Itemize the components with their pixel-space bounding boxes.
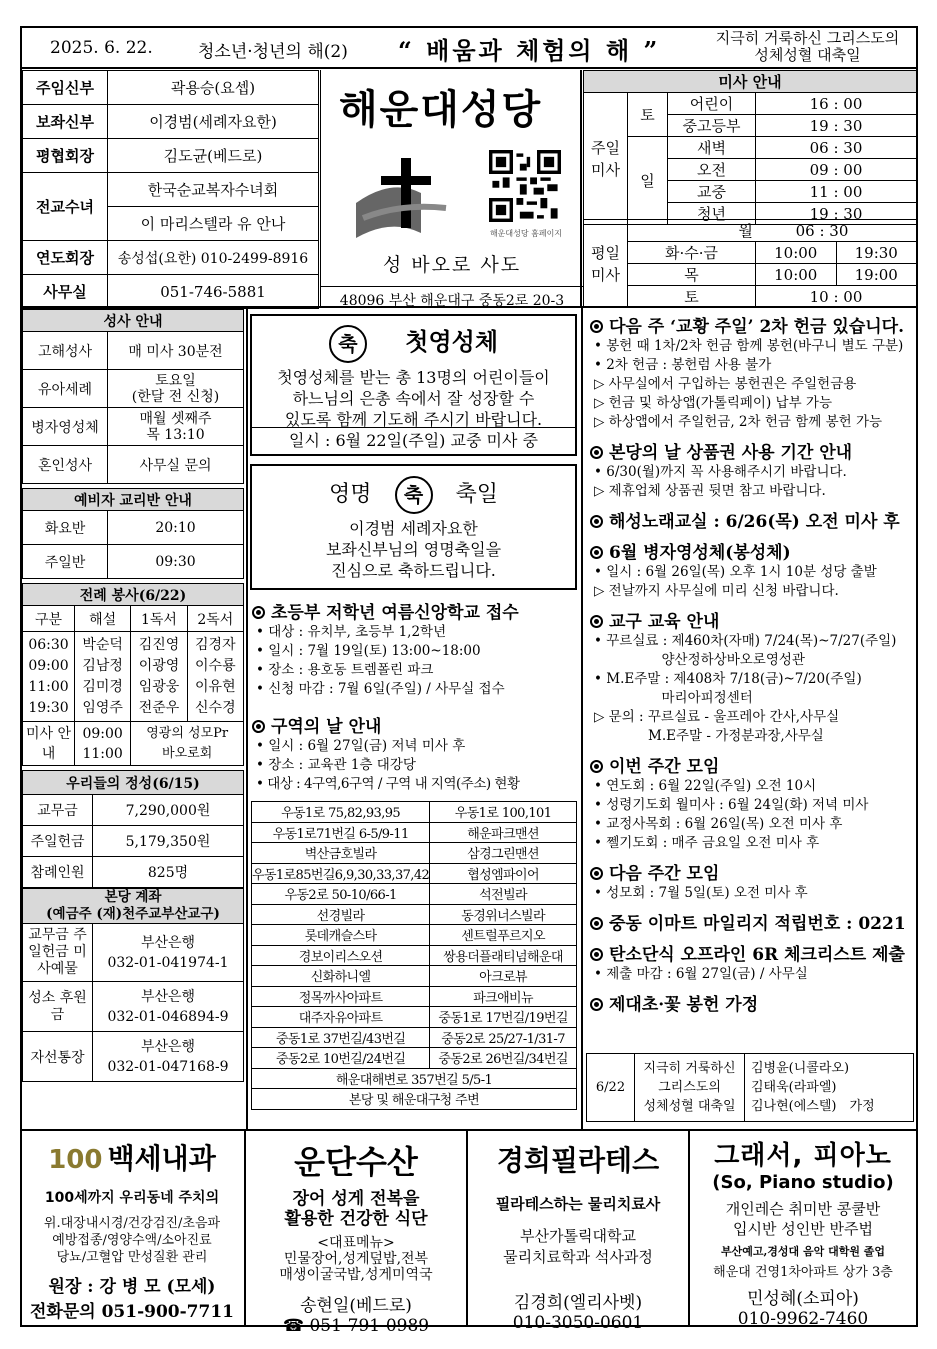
sacrament-value: 토요일 — [155, 372, 196, 389]
summer-school-notice — [252, 598, 580, 699]
bulletin-date: 2025. 6. 22. — [50, 38, 153, 58]
notice-item — [590, 859, 916, 903]
flower-feast: 성체성혈 대축일 — [643, 1099, 736, 1114]
region-table — [251, 801, 577, 1110]
weekday-day: 월 — [738, 222, 753, 240]
ad-line: 부산예고,경성대 음악 대학원 졸업 — [720, 1245, 886, 1258]
notice-title: 해성노래교실 : 6/26(목) 오전 미사 후 — [609, 512, 900, 532]
mass-name: 중고등부 — [668, 115, 756, 137]
notice-title: 중동 이마트 마일리지 적립번호 : 0221 — [609, 914, 906, 934]
ad-phone: ☎ 051-791-0989 — [282, 1316, 430, 1336]
account-table — [22, 888, 244, 1082]
bullet-pin-icon — [590, 320, 603, 333]
notice-line: • M.E주말 : 제408차 7/18(금)~7/20(주일) — [594, 671, 862, 687]
notice-list — [590, 312, 916, 1015]
ad-restaurant — [246, 1131, 468, 1336]
ad-line: 위.대장내시경/건강검진/초음파 — [43, 1216, 221, 1231]
staff-value: 051-746-5881 — [108, 275, 319, 309]
weekday-day: 목 — [628, 264, 756, 286]
liturgy-mass-label: 미사 안내 — [23, 722, 75, 766]
region-cell: 중동1로 37번길/43번길 — [252, 1027, 430, 1048]
church-name: 해운대성당 — [339, 87, 543, 133]
sunday-mass-label: 주일 미사 — [584, 93, 628, 225]
staff-label: 평협회장 — [23, 139, 108, 173]
weekday-mass-label: 평일 미사 — [584, 220, 628, 308]
bullet-pin-icon — [590, 867, 603, 880]
ad-line: 부산가톨릭대학교 — [520, 1227, 636, 1245]
notice-title: 6월 병자영성체(봉성체) — [609, 543, 791, 563]
notice-line: ▷ 사무실에서 구입하는 봉헌권은 주일헌금용 — [594, 376, 857, 392]
offering-label: 교무금 — [23, 795, 93, 826]
liturgy-title: 전례 봉사(6/22) — [23, 584, 244, 606]
notice-line: ▷ 헌금 및 하상앱(가톨릭페이) 납부 가능 — [594, 395, 832, 411]
ad-slogan: 활용한 건강한 식단 — [284, 1209, 428, 1229]
liturgy-name: 김경자 — [195, 636, 236, 653]
notice-heading — [590, 940, 916, 965]
notice-item — [590, 507, 916, 532]
notice-line: • 장소 : 교육관 1층 대강당 — [256, 757, 416, 773]
notice-heading — [590, 859, 916, 884]
region-cell: 우동1로 75,82,93,95 — [252, 802, 430, 823]
ad-subtitle: (So, Piano studio) — [712, 1172, 894, 1193]
bullet-pin-icon — [590, 446, 603, 459]
region-cell: 아크로뷰 — [430, 966, 577, 987]
sacrament-label: 유아세례 — [23, 370, 108, 408]
church-patron: 성 바오로 사도 — [382, 254, 522, 276]
sacrament-table — [22, 309, 244, 484]
sunday-label: 일 — [628, 137, 668, 225]
mass-schedule-table — [583, 70, 917, 225]
staff-value: 한국순교복자수녀회 — [108, 173, 319, 207]
notice-line: • 일시 : 6월 27일(금) 저녁 미사 후 — [256, 738, 466, 754]
church-address: 48096 부산 해운대구 중동2로 20-3 — [321, 286, 583, 310]
header-bar — [20, 26, 918, 69]
account-label: 자선통장 — [23, 1032, 93, 1082]
mass-name: 청년 — [668, 203, 756, 225]
notice-title: 이번 주간 모임 — [609, 757, 720, 777]
flower-family: 김나현(에스텔) — [751, 1099, 837, 1114]
staff-value: 곽용승(요셉) — [108, 71, 319, 105]
divider — [20, 306, 918, 308]
notice-heading — [590, 990, 916, 1015]
celebration-emblem-icon: 축 — [329, 325, 367, 363]
sacrament-label: 고해성사 — [23, 332, 108, 370]
liturgy-header: 1독서 — [131, 606, 187, 632]
staff-value: 이경범(세례자요한) — [108, 105, 319, 139]
notice-line: • 대상 : 유치부, 초등부 1,2학년 — [256, 624, 447, 640]
notice-line: • 제출 마감 : 6월 27일(금) / 사무실 — [594, 966, 808, 982]
notice-heading — [590, 909, 916, 934]
mass-time: 19 : 30 — [756, 203, 917, 225]
mass-name: 교중 — [668, 181, 756, 203]
sacrament-label: 혼인성사 — [23, 446, 108, 484]
liturgy-name: 전준우 — [138, 699, 180, 716]
region-cell: 중동2로 10번길/24번길 — [252, 1048, 430, 1069]
liturgy-time: 06:30 — [28, 636, 69, 653]
church-logo-icon — [351, 148, 451, 238]
notice-line: • 일시 : 7월 19일(토) 13:00~18:00 — [256, 643, 481, 659]
liturgy-name: 이광영 — [138, 657, 180, 674]
qr-caption: 해운대성당 홈페이지 — [489, 229, 563, 238]
region-cell: 중동2로 25/27-1/31-7 — [430, 1027, 577, 1048]
ad-menu-title: <대표메뉴> — [317, 1235, 395, 1251]
ad-phone: 010-9962-7460 — [737, 1309, 869, 1329]
mass-name: 어린이 — [668, 93, 756, 115]
account-bank: 부산은행 — [140, 988, 196, 1005]
first-communion-date: 일시 : 6월 22일(주일) 교중 미사 중 — [252, 427, 575, 454]
ad-phone: 010-3050-0601 — [512, 1313, 644, 1333]
region-cell: 대주자유아파트 — [252, 1007, 430, 1028]
notice-line: 마리아피정센터 — [594, 690, 753, 706]
region-cell: 중동2로 26번길/34번길 — [430, 1048, 577, 1069]
notice-line: • 6/30(월)까지 꼭 사용해주시기 바랍니다. — [594, 464, 847, 480]
notice-title: 교구 교육 안내 — [609, 612, 720, 632]
offering-title: 우리들의 정성(6/15) — [23, 771, 244, 795]
notice-item — [590, 752, 916, 853]
liturgy-header: 해설 — [75, 606, 131, 632]
region-cell: 우동1로85번길6,9,30,33,37,42 — [252, 863, 430, 884]
feast-line-2: 성체성혈 대축일 — [754, 46, 861, 64]
notice-title: 구역의 날 안내 — [271, 717, 382, 737]
account-number: 032-01-047168-9 — [107, 1058, 229, 1075]
bullet-pin-icon — [590, 760, 603, 773]
catechism-title: 예비자 교리반 안내 — [23, 489, 244, 511]
liturgy-time: 09:00 — [28, 657, 69, 674]
region-cell: 센트럴푸르지오 — [430, 925, 577, 946]
region-cell: 선경빌라 — [252, 904, 430, 925]
ad-phone: 전화문의 051-900-7711 — [29, 1302, 234, 1322]
notice-line: • 봉헌 때 1차/2차 헌금 함께 봉헌(바구니 별도 구분) — [594, 338, 904, 354]
ad-owner: 원장 : 강 병 모 (모세) — [48, 1277, 216, 1297]
offering-value: 825명 — [93, 857, 244, 888]
notice-line: • 성모회 : 7월 5일(토) 오전 미사 후 — [594, 885, 808, 901]
ad-line: 예방접종/영양수액/소아진료 — [52, 1233, 212, 1248]
weekday-time: 19:00 — [836, 264, 917, 286]
qr-code-icon — [489, 150, 561, 222]
ad-menu: 매생이굴국밥,성게미역국 — [279, 1267, 433, 1283]
ad-title: 운단수산 — [294, 1143, 418, 1181]
first-communion-line: 첫영성체를 받는 총 13명의 어린이들이 — [277, 367, 550, 387]
notice-line: • 2차 헌금 : 봉헌럼 사용 불가 — [594, 357, 772, 373]
year-motto: “ 배움과 체험의 해 ” — [398, 36, 661, 65]
notice-title: 다음 주간 모임 — [609, 864, 720, 884]
region-cell: 해운대해변로 357번길 5/5-1 — [252, 1068, 577, 1089]
account-bank: 부산은행 — [140, 934, 196, 951]
liturgy-mass-time: 11:00 — [82, 745, 123, 762]
staff-value: 송성섭(요한) 010-2499-8916 — [108, 241, 319, 275]
mass-title: 미사 안내 — [584, 71, 917, 93]
left-column — [22, 309, 244, 1082]
notice-item — [590, 607, 916, 746]
account-number: 032-01-041974-1 — [107, 954, 229, 971]
account-bank: 부산은행 — [140, 1038, 196, 1055]
mass-name: 오전 — [668, 159, 756, 181]
offering-value: 7,290,000원 — [93, 795, 244, 826]
region-cell: 파크애비뉴 — [430, 986, 577, 1007]
ad-piano — [690, 1131, 916, 1327]
bullet-pin-icon — [590, 546, 603, 559]
notice-item — [590, 909, 916, 934]
ad-menu: 민물장어,성게덮밥,전복 — [283, 1251, 429, 1267]
weekday-time: 10:00 — [756, 242, 837, 264]
notice-line: M.E주말 - 가정분과장,사무실 — [594, 728, 824, 744]
offering-label: 참례인원 — [23, 857, 93, 888]
ad-owner: 민성혜(소피아) — [747, 1289, 859, 1309]
first-communion-title: 첫영성체 — [405, 327, 499, 356]
ad-line: 개인레슨 취미반 콩쿨반 — [725, 1200, 881, 1218]
year-theme: 청소년·청년의 해(2) — [198, 42, 348, 62]
ad-pilates — [468, 1131, 690, 1333]
notice-item — [590, 312, 916, 432]
ad-line: 물리치료학과 석사과정 — [503, 1248, 653, 1266]
notice-line: • 성령기도회 월미사 : 6월 24일(화) 저녁 미사 — [594, 797, 869, 813]
bullet-pin-icon — [590, 998, 603, 1011]
sacrament-value-note: (한달 전 신청) — [131, 388, 220, 405]
ad-line: 입시반 성인반 반주법 — [733, 1220, 873, 1238]
liturgy-name: 김진영 — [138, 636, 180, 653]
mass-time: 06 : 30 — [756, 137, 917, 159]
first-communion-line: 하느님의 은총 속에서 잘 성장할 수 — [292, 388, 535, 408]
region-cell: 석전빌라 — [430, 884, 577, 905]
nameday-line: 보좌신부님의 영명축일을 — [325, 540, 502, 559]
ad-slogan: 100세까지 우리동네 주치의 — [44, 1190, 220, 1206]
nameday-box — [250, 464, 577, 590]
catechism-table — [22, 488, 244, 579]
region-cell: 경보이리스오션 — [252, 945, 430, 966]
offering-table — [22, 770, 244, 888]
region-cell: 쌍용더플래티넘해운대 — [430, 945, 577, 966]
sacrament-value: 매 미사 30분전 — [108, 332, 244, 370]
notice-line: ▷ 문의 : 꾸르실료 - 울프레아 간사,사무실 — [594, 709, 840, 725]
region-cell: 롯데캐슬스타 — [252, 925, 430, 946]
district-day-notice — [252, 712, 580, 794]
bullet-pin-icon — [590, 917, 603, 930]
notice-line: ▷ 전날까지 사무실에 미리 신청 바랍니다. — [594, 583, 839, 599]
region-cell: 본당 및 해운대구청 주변 — [252, 1089, 577, 1110]
notice-heading — [590, 507, 916, 532]
feast-line-1: 지극히 거룩하신 그리스도의 — [715, 29, 900, 47]
notice-title: 제대초·꽃 봉헌 가정 — [609, 995, 759, 1015]
weekday-row — [628, 220, 917, 242]
weekday-time: 10:00 — [756, 264, 837, 286]
mass-time: 11 : 00 — [756, 181, 917, 203]
sacrament-value: 매월 셋째주 — [139, 410, 212, 427]
liturgy-name: 이수룡 — [195, 657, 236, 674]
account-number: 032-01-046894-9 — [107, 1008, 229, 1025]
catechism-label: 주일반 — [23, 545, 108, 579]
region-cell: 동경위너스빌라 — [430, 904, 577, 925]
weekday-time: 19:30 — [836, 242, 917, 264]
divider — [581, 306, 583, 1129]
ad-clinic — [20, 1131, 246, 1327]
notice-title: 탄소단식 오프라인 6R 체크리스트 제출 — [609, 945, 905, 965]
catechism-value: 20:10 — [108, 511, 244, 545]
notice-line: ▷ 하상앱에서 주일헌금, 2차 헌금 함께 봉헌 가능 — [594, 414, 883, 430]
weekday-day: 화·수·금 — [628, 242, 756, 264]
region-cell: 신화하니엘 — [252, 966, 430, 987]
liturgy-name: 이유현 — [195, 678, 236, 695]
region-cell: 우동2로 50-10/66-1 — [252, 884, 430, 905]
account-label: 교무금 주일헌금 미사예물 — [23, 924, 93, 982]
staff-value: 김도균(베드로) — [108, 139, 319, 173]
flower-suffix: 가정 — [849, 1099, 875, 1114]
staff-label: 전교수녀 — [23, 173, 108, 241]
notice-line: • 대상 : 4구역,6구역 / 구역 내 지역(주소) 현황 — [256, 776, 520, 792]
notice-line: • 장소 : 용호동 트렘폴린 파크 — [256, 662, 434, 678]
divider — [246, 306, 248, 1129]
bullet-pin-icon — [252, 606, 265, 619]
flower-family: 김태욱(라파엘) — [751, 1080, 837, 1095]
first-communion-line: 있도록 함께 기도해 주시기 바랍니다. — [284, 409, 543, 429]
liturgy-name: 김미경 — [82, 678, 123, 695]
first-communion-box — [250, 314, 577, 456]
notice-line: • 꾸르실료 : 제460차(자매) 7/24(목)~7/27(주일) — [594, 633, 897, 649]
mass-time: 19 : 30 — [756, 115, 917, 137]
notice-item — [590, 438, 916, 501]
notice-item — [590, 940, 916, 984]
notice-line: • 연도회 : 6월 22일(주일) 오전 10시 — [594, 778, 817, 794]
notice-line: • 신청 마감 : 7월 6일(주일) / 사무실 접수 — [256, 681, 505, 697]
ad-slogan: 필라테스하는 물리치료사 — [495, 1195, 661, 1213]
catechism-label: 화요반 — [23, 511, 108, 545]
catechism-value: 09:30 — [108, 545, 244, 579]
nameday-title-right: 축일 — [455, 482, 499, 507]
region-cell: 협성엠파이어 — [430, 863, 577, 884]
saturday-label: 토 — [628, 93, 668, 137]
sacrament-value: 사무실 문의 — [108, 446, 244, 484]
weekday-day: 토 — [628, 286, 756, 308]
weekday-time: 06 : 30 — [795, 222, 849, 240]
liturgy-name: 박순덕 — [82, 636, 123, 653]
staff-label: 주임신부 — [23, 71, 108, 105]
staff-value: 이 마리스텔라 유 안나 — [108, 207, 319, 241]
clinic-logo-icon: 100 — [48, 1145, 103, 1175]
ad-title: 경희필라테스 — [496, 1144, 660, 1177]
notice-item — [590, 990, 916, 1015]
advertisement-strip — [20, 1129, 918, 1336]
region-cell: 우동1로 100,101 — [430, 802, 577, 823]
sacrament-value-note: 목 13:10 — [146, 426, 205, 443]
notice-heading — [590, 538, 916, 563]
offering-value: 5,179,350원 — [93, 826, 244, 857]
notice-line: • 쩰기도회 : 매주 금요일 오전 미사 후 — [594, 835, 820, 851]
liturgy-mass-group: 바오로회 — [162, 745, 213, 761]
nameday-line: 이경범 세례자요한 — [349, 519, 478, 538]
ad-owner: 김경희(엘리사벳) — [513, 1293, 643, 1313]
ad-title: 그래서, 피아노 — [714, 1141, 892, 1171]
liturgy-name: 임영주 — [82, 699, 123, 716]
notice-heading — [590, 312, 916, 337]
celebration-emblem-icon: 축 — [395, 476, 433, 514]
liturgy-name: 신수경 — [195, 699, 236, 716]
mass-time: 09 : 00 — [756, 159, 917, 181]
ad-owner: 송현일(베드로) — [300, 1296, 412, 1316]
notice-line: 양산정하상바오로영성관 — [594, 652, 805, 668]
liturgy-time: 11:00 — [28, 678, 69, 695]
region-cell: 정목까사아파트 — [252, 986, 430, 1007]
region-cell: 중동1로 17번길/19번길 — [430, 1007, 577, 1028]
liturgy-table — [22, 583, 244, 766]
staff-label: 사무실 — [23, 275, 108, 309]
sacrament-title: 성사 안내 — [23, 310, 244, 332]
notice-heading — [590, 752, 916, 777]
liturgy-header: 구분 — [23, 606, 75, 632]
notice-heading — [590, 438, 916, 463]
notice-line: ▷ 제휴업체 상품권 뒷면 참고 바랍니다. — [594, 483, 826, 499]
bullet-pin-icon — [590, 948, 603, 961]
ad-line: 당뇨/고혈압 만성질환 관리 — [56, 1250, 208, 1265]
staff-table — [22, 70, 319, 309]
flower-offering-table — [586, 1053, 914, 1122]
liturgy-name: 임광웅 — [138, 678, 180, 695]
region-cell: 벽산금호빌라 — [252, 843, 430, 864]
region-cell: 삼경그린맨션 — [430, 843, 577, 864]
weekday-time: 10 : 00 — [756, 286, 917, 308]
notice-title: 다음 주 ‘교황 주일’ 2차 헌금 있습니다. — [609, 317, 905, 337]
offering-label: 주일헌금 — [23, 826, 93, 857]
region-cell: 우동1로71번길 6-5/9-11 — [252, 822, 430, 843]
notice-item — [590, 538, 916, 601]
bullet-pin-icon — [590, 615, 603, 628]
staff-label: 보좌신부 — [23, 105, 108, 139]
account-label: 성소 후원금 — [23, 982, 93, 1032]
notice-title: 초등부 저학년 여름신앙학교 접수 — [271, 603, 519, 623]
bullet-pin-icon — [252, 720, 265, 733]
notice-title: 본당의 날 상품권 사용 기간 안내 — [609, 443, 853, 463]
flower-family: 김병윤(니콜라오) — [751, 1061, 850, 1076]
liturgy-mass-group: 영광의 성모Pr — [146, 725, 229, 741]
mass-time: 16 : 00 — [756, 93, 917, 115]
liturgy-mass-time: 09:00 — [82, 725, 123, 742]
mass-name: 새벽 — [668, 137, 756, 159]
liturgy-name: 김남정 — [82, 657, 123, 674]
flower-date: 6/22 — [587, 1054, 635, 1122]
notice-heading — [590, 607, 916, 632]
account-title: 본당 계좌 — [104, 889, 162, 905]
flower-feast: 그리스도의 — [658, 1080, 721, 1095]
feast-title — [700, 30, 915, 64]
ad-line: 해운대 건영1차아파트 상가 3층 — [713, 1265, 893, 1280]
flower-feast: 지극히 거룩하신 — [643, 1061, 736, 1076]
staff-label: 연도회장 — [23, 241, 108, 275]
notice-line: • 교정사목회 : 6월 26일(목) 오전 미사 후 — [594, 816, 843, 832]
notice-line: • 일시 : 6월 26일(목) 오후 1시 10분 성당 출발 — [594, 564, 877, 580]
liturgy-header: 2독서 — [187, 606, 243, 632]
church-box — [320, 70, 582, 309]
liturgy-time: 19:30 — [28, 699, 69, 716]
region-cell: 해운파크맨션 — [430, 822, 577, 843]
nameday-line: 진심으로 축하드립니다. — [331, 561, 496, 580]
sacrament-label: 병자영성체 — [23, 408, 108, 446]
account-holder: (예금주 (재)천주교부산교구) — [46, 906, 220, 922]
ad-title: 백세내과 — [107, 1142, 216, 1175]
weekday-mass-table — [583, 219, 917, 308]
nameday-title-left: 영명 — [328, 482, 372, 507]
ad-slogan: 장어 성게 전복을 — [292, 1189, 420, 1209]
bullet-pin-icon — [590, 515, 603, 528]
